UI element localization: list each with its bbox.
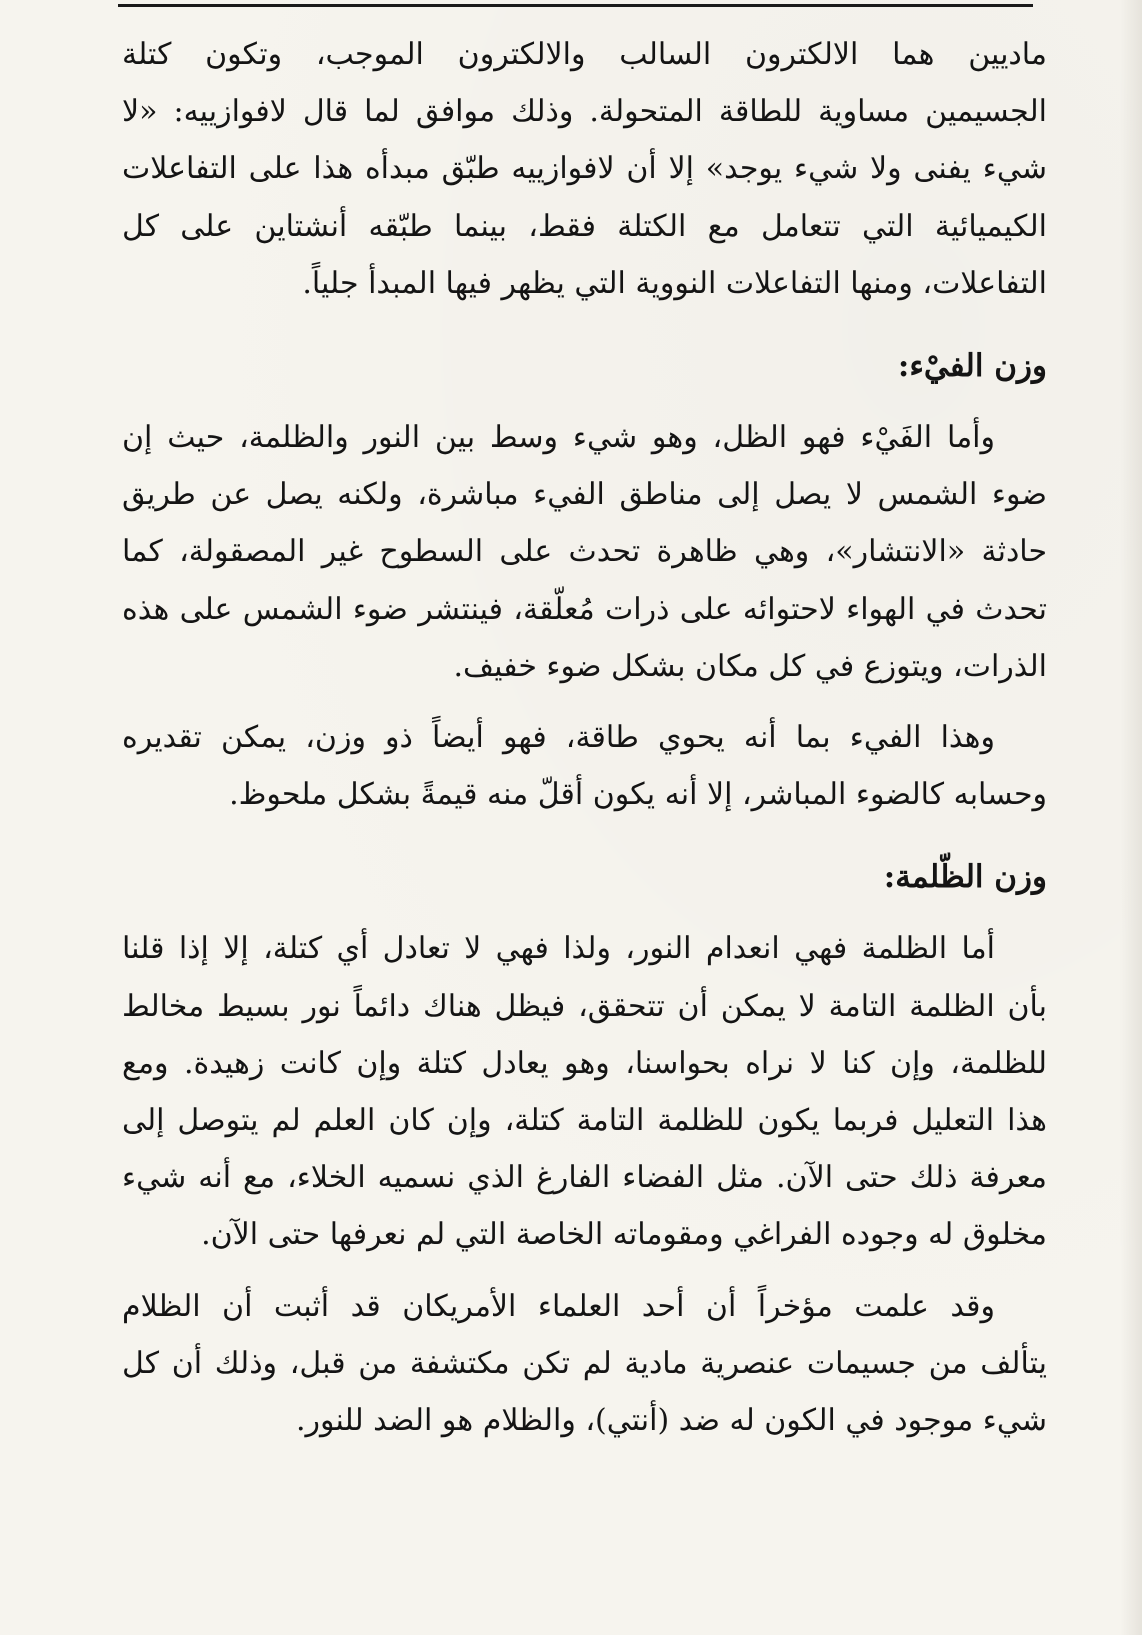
text-line: وقد علمت مؤخراً أن أحد العلماء الأمريكان قد أثبت أن الظلام	[122, 1288, 995, 1324]
text-line: التفاعلات، ومنها التفاعلات النووية التي يظهر فيها المبدأ جلياً.	[302, 265, 1047, 301]
text-line: ماديين هما الالكترون السالب والالكترون الموجب، وتكون كتلة	[122, 37, 1047, 72]
text-line: للظلمة، وإن كنا لا نراه بحواسنا، وهو يعادل كتلة وإن كانت زهيدة. ومع	[122, 1045, 1047, 1081]
heading-text: وزن الفيْء:	[897, 348, 1047, 385]
text-line: وأما الفَيْء فهو الظل، وهو شيء وسط بين النور والظلمة، حيث إن	[122, 420, 995, 456]
text-line: هذا التعليل فربما يكون للظلمة التامة كتلة، وإن كان العلم لم يتوصل إلى	[122, 1103, 1047, 1139]
top-rule	[118, 4, 1033, 7]
text-line: مخلوق له وجوده الفراغي ومقوماته الخاصة التي لم نعرفها حتى الآن.	[201, 1217, 1047, 1253]
text-line: أما الظلمة فهي انعدام النور، ولذا فهي لا تعادل أي كتلة، إلا إذا قلنا	[122, 931, 995, 967]
paragraph-darkness-definition	[122, 920, 1047, 1263]
heading-darkness-weight	[122, 849, 1047, 906]
paragraph-shadow-definition	[122, 409, 1047, 695]
text-line: الذرات، ويتوزع في كل مكان بشكل ضوء خفيف.	[453, 648, 1047, 684]
text-line: وحسابه كالضوء المباشر، إلا أنه يكون أقلّ منه قيمةً بشكل ملحوظ.	[229, 777, 1047, 813]
text-line: تحدث في الهواء لاحتوائه على ذرات مُعلّقة، فينتشر ضوء الشمس على هذه	[122, 591, 1047, 627]
heading-text: وزن الظّلمة:	[883, 859, 1047, 896]
text-line: وهذا الفيء بما أنه يحوي طاقة، فهو أيضاً ذو وزن، يمكن تقديره	[122, 720, 995, 756]
page-edge-shadow	[1120, 0, 1142, 1635]
text-line: شيء يفنى ولا شيء يوجد» إلا أن لافوازييه طبّق مبدأه هذا على التفاعلات	[122, 151, 1047, 187]
page-text	[122, 26, 1047, 1449]
text-line: حادثة «الانتشار»، وهي ظاهرة تحدث على السطوح غير المصقولة، كما	[122, 534, 1047, 570]
heading-shadow-weight	[122, 338, 1047, 395]
text-line: معرفة ذلك حتى الآن. مثل الفضاء الفارغ الذي نسميه الخلاء، مع أنه شيء	[122, 1160, 1047, 1196]
text-line: بأن الظلمة التامة لا يمكن أن تتحقق، فيظل هناك دائماً نور بسيط مخالط	[122, 988, 1047, 1024]
text-line: شيء موجود في الكون له ضد (أنتي)، والظلام هو الضد للنور.	[295, 1403, 1047, 1439]
text-line: الجسيمين مساوية للطاقة المتحولة. وذلك موافق لما قال لافوازييه: «لا	[122, 94, 1047, 130]
text-line: ضوء الشمس لا يصل إلى مناطق الفيء مباشرة، ولكنه يصل عن طريق	[122, 477, 1047, 513]
paragraph-einstein	[122, 26, 1047, 312]
text-line: يتألف من جسيمات عنصرية مادية لم تكن مكتشفة من قبل، وذلك أن كل	[122, 1345, 1047, 1381]
paragraph-darkness-particles	[122, 1278, 1047, 1450]
paragraph-shadow-energy	[122, 709, 1047, 823]
text-line: الكيميائية التي تتعامل مع الكتلة فقط، بينما طبّقه أنشتاين على كل	[122, 208, 1047, 244]
